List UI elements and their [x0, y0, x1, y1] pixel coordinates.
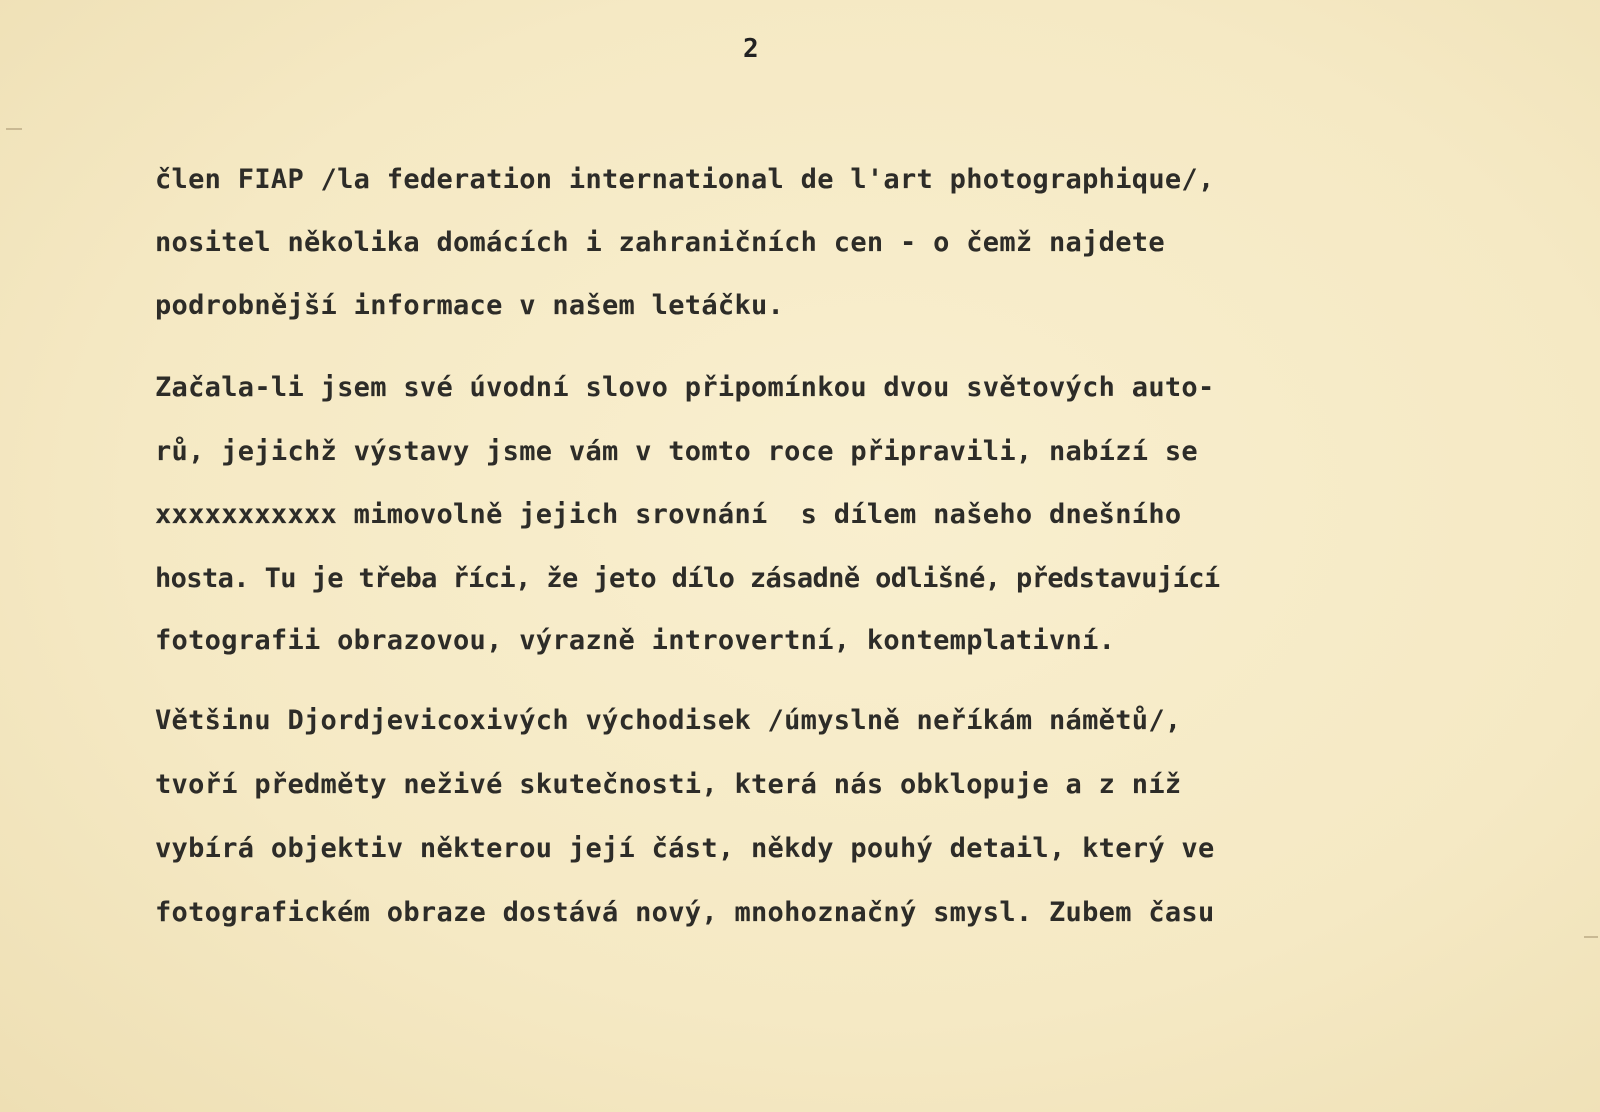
text-line: Většinu Djordjevicoxivých východisek /úmyslně neříkám námětů/,: [155, 705, 1182, 736]
text-line: xxxxxxxxxxx mimovolně jejich srovnání s dílem našeho dnešního: [155, 499, 1182, 530]
text-line: hosta. Tu je třeba říci, že jeto dílo zásadně odlišné, představující: [155, 563, 1220, 594]
text-line: nositel několika domácích i zahraničních cen - o čemž najdete: [155, 227, 1165, 258]
text-line: rů, jejichž výstavy jsme vám v tomto roce připravili, nabízí se: [155, 436, 1198, 467]
text-line: člen FIAP /la federation international de l'art photographique/,: [155, 164, 1215, 195]
text-line: podrobnější informace v našem letáčku.: [155, 290, 785, 321]
margin-mark: [1584, 936, 1598, 938]
text-line: fotografickém obraze dostává nový, mnohoznačný smysl. Zubem času: [155, 897, 1215, 928]
page-number: 2: [743, 34, 759, 64]
margin-mark: [6, 128, 22, 130]
text-line: Začala-li jsem své úvodní slovo připomínkou dvou světových auto-: [155, 372, 1215, 403]
text-line: tvoří předměty neživé skutečnosti, která nás obklopuje a z níž: [155, 769, 1182, 800]
text-line: vybírá objektiv některou její část, někdy pouhý detail, který ve: [155, 833, 1215, 864]
text-line: fotografii obrazovou, výrazně introvertní, kontemplativní.: [155, 625, 1116, 656]
